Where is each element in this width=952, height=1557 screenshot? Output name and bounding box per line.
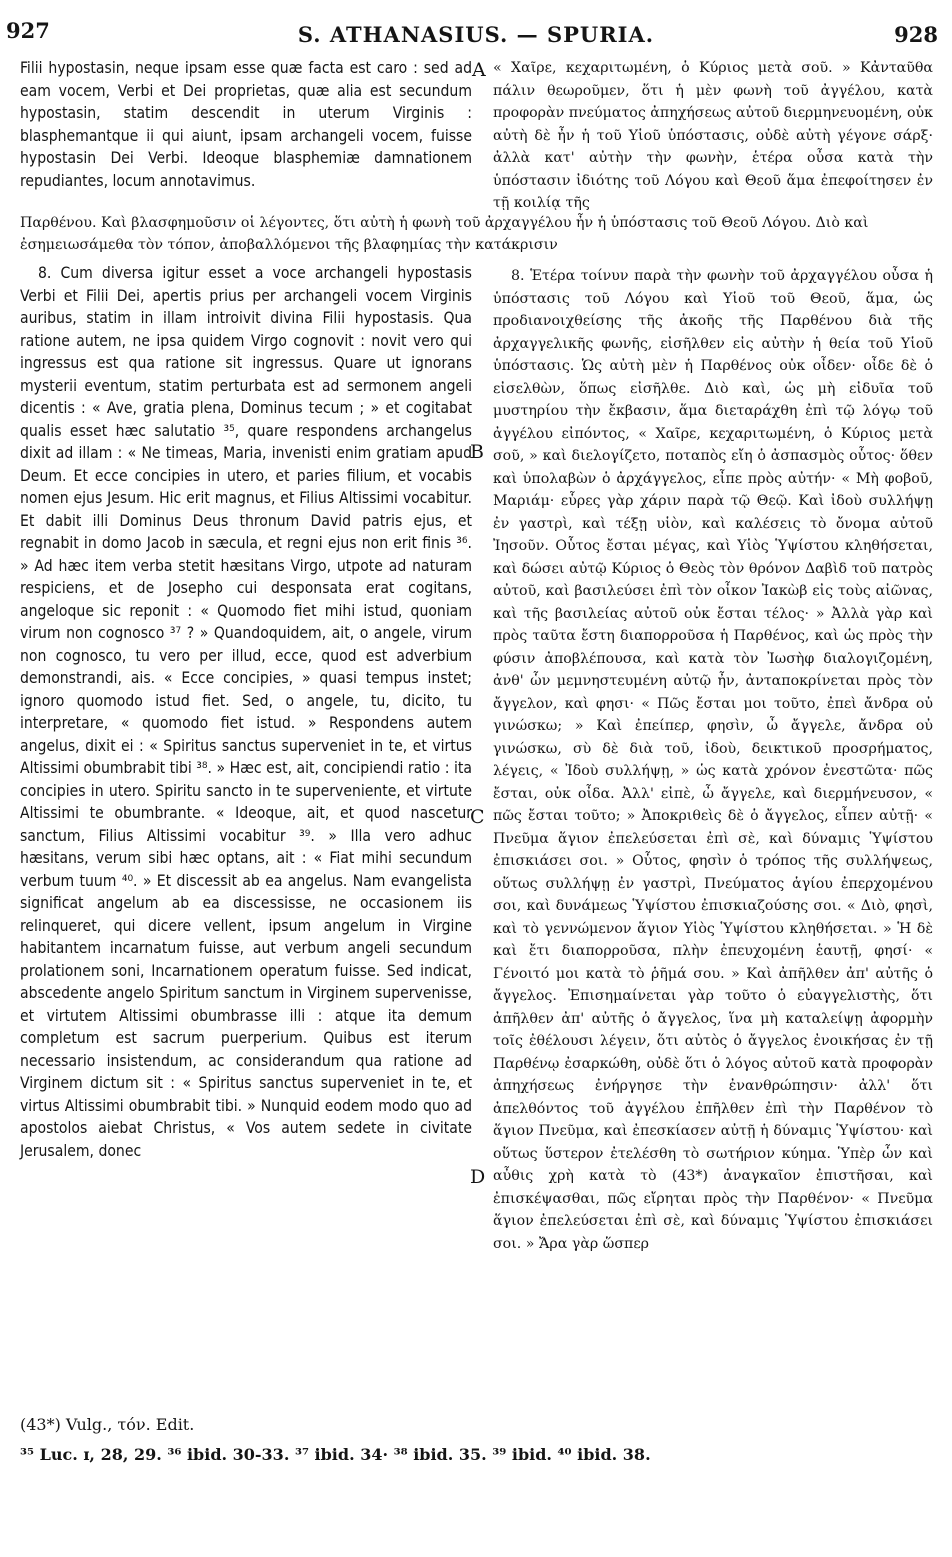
margin-letter-d: D [470, 1166, 486, 1188]
margin-letter-b: B [470, 441, 484, 463]
scripture-references: ³⁵ Luc. ɪ, 28, 29. ³⁶ ibid. 30-33. ³⁷ ibid. 34· ³⁸ ibid. 35. ³⁹ ibid. ⁴⁰ ibid. 38. [20, 1445, 651, 1464]
latin-column-top [20, 57, 472, 192]
latin-column [20, 262, 472, 1162]
greek-column [493, 265, 933, 1255]
greek-paragraph-1: « Χαῖρε, κεχαριτωμένη, ὁ Κύριος μετὰ σοῦ. » Κἀνταῦθα πάλιν θεωροῦμεν, ὅτι ἡ μὲν φωνὴ τοῦ ἀγγέλου, κατὰ προφορὰν πνεύματος ἀπηχήσεως αὐτοῦ διερμηνευομένη, οὐκ αὐτὴ δὲ ἦν ἡ τοῦ Υἱοῦ ὑπόστασις, οὐδὲ αὐτὴ γέγονε σάρξ· ἀλλὰ κατ' αὐτὴν τὴν φωνὴν, ἑτέρα οὖσα κατὰ τὴν ὑπόστασιν ἰδιότης τοῦ Λόγου καὶ Θεοῦ ἅμα ἐπεφοίτησεν ἐν τῇ κοιλίᾳ τῆς [493, 60, 934, 211]
latin-paragraph-1: Filii hypostasin, neque ipsam esse quæ facta est caro : sed ad eam vocem, Verbi et Dei proprietas, quæ alia est secundum hypostasin, statim descendit in uterum Virginis : blasphemantque ii qui aiunt, ipsam archangeli vocem, fuisse hypostasin Dei Verbi. Ideoque blasphemiæ damnationem repudiantes, locum annotavimus. [20, 59, 472, 190]
greek-column-top [493, 57, 933, 215]
margin-letter-a: A [472, 59, 486, 81]
margin-letter-c: C [470, 806, 485, 828]
running-title: S. ATHANASIUS. — SPURIA. [297, 22, 655, 47]
page-number-right: 928 [894, 22, 938, 47]
footnotes [20, 1411, 935, 1468]
page-number-left: 927 [6, 18, 50, 43]
latin-paragraph-2: 8. Cum diversa igitur esset a voce archangeli hypostasis Verbi et Filii Dei, apertis prius per archangeli vocem Virginis auribus, statim in illam introivit divina Filii hypostasis. Qua ratione autem, ne ipsa quidem Virgo cognovit : novit vero qui ingressus est qua ratione sit ingressus. Quare ut ignorans mysterii eventum, statim perturbata est ad sermonem angeli dicentis : « Ave, gratia plena, Dominus tecum ; » et cogitabat qualis esset hæc salutatio ³⁵, quare respondens archangelus dixit ad illam : « Ne timeas, Maria, invenisti enim gratiam apud Deum. Et ecce concipies in utero, et paries filium, et vocabis nomen ejus Jesum. Hic erit magnus, et Filius Altissimi vocabitur. Et dabit illi Dominus Deus thronum David patris ejus, et regnabit in domo Jacob in sæcula, et regni ejus non erit finis ³⁶. » Ad hæc item verba stetit hæsitans Virgo, utpote ad naturam respiciens, et de Josepho cui desponsata erat cogitans, angeloque sic reponit : « Quomodo fiet mihi istud, quoniam virum non cognosco ³⁷ ? » Quandoquidem, ait, o angele, virum non cognosco, tu vero per illud, ecce, quod est adverbium demonstrandi, ais. « Ecce concipies, » quasi tempus instet; ignoro quomodo istud fiet. Sed, o angele, tu, dicito, tu interpretare, « quomodo fiet istud. » Respondens autem angelus, dixit ei : « Spiritus sanctus superveniet in te, et virtus Altissimi obumbrabit tibi ³⁸. » Hæc est, ait, concipiendi ratio : ita concipies in utero. Spiritu sancto in te superveniente, et virtute Altissimi te obumbrante. « Ideoque, ait, et quod nascetur sanctum, Filius Altissimi vocabitur ³⁹. » Illa vero adhuc hæsitans, verum sibi hæc optans, ait : « Fiat mihi secundum verbum tuum ⁴⁰. » Et discessit ab ea angelus. Nam evangelista significat angelum ab ea discessisse, ne occasionem iis relinqueret, qui dicere vellent, ipsum angelum in Virgine habitantem incarnatum fuisse, aut verbum angeli secundum prolationem soni, Incarnationem operatum fuisse. Sed indicat, abscedente angelo Spiritum sanctum in Virginem supervenisse, et virtutem Altissimi obumbrasse illi : atque ita demum completum est sacrum puerperium. Quibus est iterum necessario insistendum, ac considerandum qua ratione ad Virginem dictum sit : « Spiritus sanctus superveniet in te, et virtus Altissimi obumbrabit tibi. » Nunquid eodem modo quo ad apostolos aiebat Christus, « Vos autem sedete in civitate Jerusalem, donec [20, 264, 472, 1160]
editor-note: (43*) Vulg., τόν. Edit. [20, 1415, 195, 1434]
greek-full-width-lines: Παρθένου. Καὶ βλασφημοῦσιν οἱ λέγοντες, ὅτι αὐτὴ ἡ φωνὴ τοῦ ἀρχαγγέλου ἦν ἡ ὑπόστασις τοῦ Θεοῦ Λόγου. Διὸ καὶ ἐσημειωσάμεθα τὸν τόπον, ἀποβαλλόμενοι τῆς βλαφημίας τὴν κατάκρισιν [20, 215, 869, 253]
page-header [0, 12, 952, 48]
greek-paragraph-2: 8. Ἑτέρα τοίνυν παρὰ τὴν φωνὴν τοῦ ἀρχαγγέλου οὖσα ἡ ὑπόστασις τοῦ Λόγου καὶ Υἱοῦ τοῦ Θεοῦ, ἅμα, ὡς προδιανοιχθείσης τῆς ἀκοῆς τῆς Παρθένου διὰ τῆς ἀρχαγγελικῆς φωνῆς, εἰσῆλθεν εἰς αὐτὴν ἡ θεία τοῦ Υἱοῦ ὑπόστασις. Ὡς αὐτὴ μὲν ἡ Παρθένος οὐκ οἶδεν· οἶδε δὲ ὁ εἰσελθὼν, ὅπως εἰσῆλθε. Διὸ καὶ, ὡς μὴ εἰδυῖα τοῦ μυστηρίου τὴν ἔκβασιν, ἅμα διεταράχθη ἐπὶ τῷ λόγῳ τοῦ ἀγγέλου εἰπόντος, « Χαῖρε, κεχαριτωμένη, ὁ Κύριος μετὰ σοῦ, » καὶ διελογίζετο, ποταπὸς εἴη ὁ ἀσπασμὸς οὗτος· ὅθεν καὶ ὑπολαβὼν ὁ ἀρχάγγελος, εἶπε πρὸς αὐτήν· « Μὴ φοβοῦ, Μαριάμ· εὗρες γὰρ χάριν παρὰ τῷ Θεῷ. Καὶ ἰδοὺ συλλήψῃ ἐν γαστρὶ, καὶ τέξῃ υἱὸν, καὶ καλέσεις τὸ ὄνομα αὐτοῦ Ἰησοῦν. Οὗτος ἔσται μέγας, καὶ Υἱὸς Ὑψίστου κληθήσεται, καὶ δώσει αὐτῷ Κύριος ὁ Θεὸς τὸν θρόνον Δαβὶδ τοῦ πατρὸς αὐτοῦ, καὶ βασιλεύσει ἐπὶ τὸν οἶκον Ἰακὼβ εἰς τοὺς αἰῶνας, καὶ τῆς βασιλείας αὐτοῦ οὐκ ἔσται τέλος· » Ἀλλὰ γὰρ καὶ πρὸς ταῦτα ἔστη διαπορροῦσα ἡ Παρθένος, καὶ ὡς πρὸς τὴν φύσιν ἀποβλέπουσα, καὶ κατὰ τὸν Ἰωσὴφ διαλογιζομένη, ἀνθ' ὧν μεμνηστευμένη αὐτῷ ἦν, ἀνταποκρίνεται πρὸς τὸν ἄγγελον, καὶ φησι· « Πῶς ἔσται μοι τοῦτο, ἐπεὶ ἄνδρα οὐ γινώσκω; » Καὶ ἐπείπερ, φησὶν, ὦ ἄγγελε, ἄνδρα οὐ γινώσκω, σὺ δὲ διὰ τοῦ, ἰδοὺ, δεικτικοῦ προσρήματος, λέγεις, « Ἰδοὺ συλλήψῃ, » ὡς κατὰ χρόνον ἐνεστῶτα· πῶς ἔσται, οὐκ οἶδα. Ἀλλ' εἰπὲ, ὦ ἄγγελε, καὶ διερμήνευσον, « πῶς ἔσται τοῦτο; » Ἀποκριθεὶς δὲ ὁ ἄγγελος, εἶπεν αὐτῇ· « Πνεῦμα ἅγιον ἐπελεύσεται ἐπὶ σὲ, καὶ δύναμις Ὑψίστου ἐπισκιάσει σοι. » Οὗτος, φησὶν ὁ τρόπος τῆς συλλήψεως, οὕτως συλλήψῃ ἐν γαστρὶ, Πνεύματος ἁγίου ἐπερχομένου σοι, καὶ δυνάμεως Ὑψίστου ἐπισκιαζούσης σοι. « Διὸ, φησὶ, καὶ τὸ γεννώμενον ἅγιον Υἱὸς Ὑψίστου κληθήσεται. » Ἡ δὲ καὶ ἔτι διαπορροῦσα, πλὴν ἐπευχομένη ἑαυτῇ, φησί· « Γένοιτό μοι κατὰ τὸ ῥῆμά σου. » Καὶ ἀπῆλθεν ἀπ' αὐτῆς ὁ ἄγγελος. Ἐπισημαίνεται γὰρ τοῦτο ὁ εὐαγγελιστὴς, ὅτι ἀπῆλθεν ἀπ' αὐτῆς ὁ ἄγγελος, ἵνα μὴ καταλείψῃ ἀφορμὴν τοῖς ἐθέλουσι λέγειν, ὅτι αὐτὸς ὁ ἄγγελος ἐνοικήσας ἐν τῇ Παρθένῳ ἐσαρκώθη, οὐδὲ ὅτι ὁ λόγος αὐτοῦ κατὰ προφορὰν ἀπηχήσεως ἐνήργησε τὴν ἐνανθρώπησιν· ἀλλ' ὅτι ἀπελθόντος τοῦ ἀγγέλου ἐπῆλθεν ἐπὶ τὴν Παρθένον τὸ ἅγιον Πνεῦμα, καὶ ἐπεσκίασεν αὐτῇ ἡ δύναμις Ὑψίστου· καὶ οὕτως ὕστερον ἐτελέσθη τὸ σωτήριον κύημα. Ὑπὲρ ὧν καὶ αὖθις χρὴ κατὰ τὸ (43*) ἀναγκαῖον ἐπιστῆσαι, καὶ ἐπισκέψασθαι, πῶς εἴρηται πρὸς τὴν Παρθένον· « Πνεῦμα ἅγιον ἐπελεύσεται ἐπὶ σὲ, καὶ δύναμις Ὑψίστου ἐπισκιάσει σοι. » Ἄρα γὰρ ὥσπερ [493, 268, 933, 1252]
